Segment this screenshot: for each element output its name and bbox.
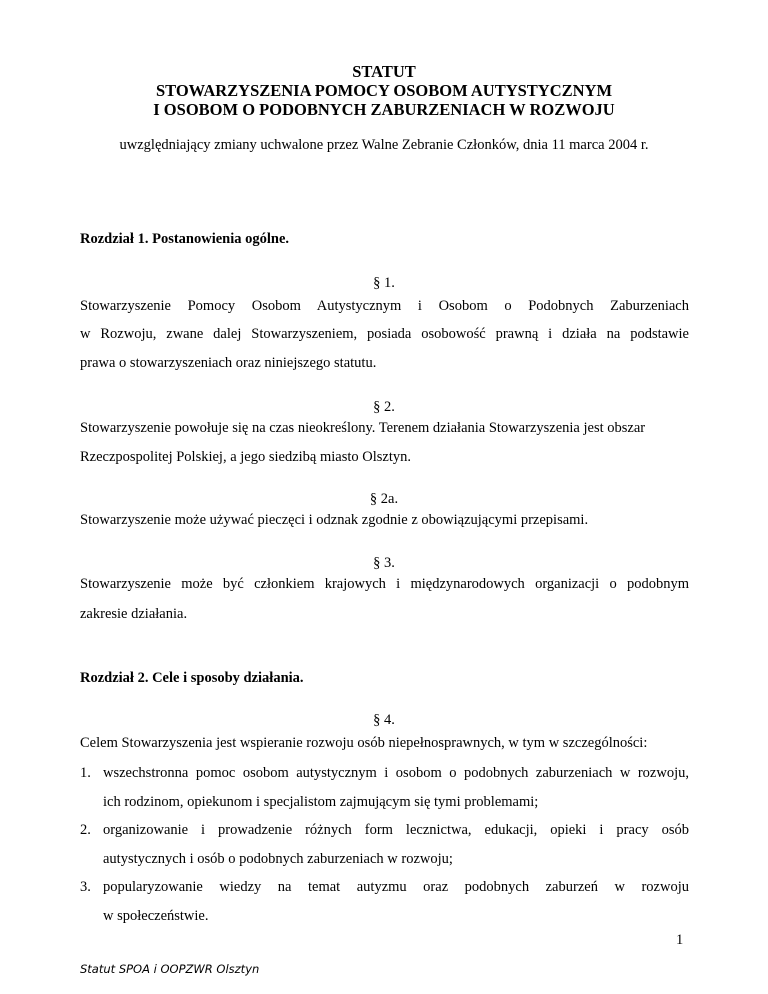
paragraph-4-intro: Celem Stowarzyszenia jest wspieranie rozwoju osób niepełnosprawnych, w tym w szczególności: <box>80 735 648 751</box>
page-number: 1 <box>676 932 684 948</box>
list-item <box>80 816 689 873</box>
list-item-number: 3. <box>80 879 91 895</box>
paragraph-mark-2a: § 2a. <box>369 491 399 507</box>
list-item-line-1: popularyzowanie wiedzy na temat autyzmu oraz podobnych zaburzeń w rozwoju <box>103 879 689 895</box>
footer-text: Statut SPOA i OOPZWR Olsztyn <box>80 962 260 976</box>
paragraph-mark-2: § 2. <box>373 399 395 415</box>
list-item-number: 1. <box>80 765 91 781</box>
paragraph-3-line-1: Stowarzyszenie może być członkiem krajowych i międzynarodowych organizacji o podobnym <box>80 576 689 592</box>
document-title-line-3: I OSOBOM O PODOBNYCH ZABURZENIACH W ROZWOJU <box>153 100 615 119</box>
list-item-line-2: w społeczeństwie. <box>103 907 209 924</box>
paragraph-3-line-2: zakresie działania. <box>80 606 188 622</box>
paragraph-2-line-2: Rzeczpospolitej Polskiej, a jego siedzibą miasto Olsztyn. <box>80 449 412 465</box>
chapter-2-title: Rozdział 2. Cele i sposoby działania. <box>80 670 304 686</box>
list-item-line-1: organizowanie i prowadzenie różnych form lecznictwa, edukacji, opieki i pracy osób <box>103 822 689 838</box>
paragraph-2a-line-1: Stowarzyszenie może używać pieczęci i odznak zgodnie z obowiązującymi przepisami. <box>80 512 589 528</box>
paragraph-1-line-3: prawa o stowarzyszeniach oraz niniejszego statutu. <box>80 355 377 371</box>
paragraph-2-line-1: Stowarzyszenie powołuje się na czas nieokreślony. Terenem działania Stowarzyszenia jest obszar <box>80 420 646 436</box>
list-item <box>80 873 689 930</box>
document-title-line-1: STATUT <box>352 62 416 81</box>
list-item-line-2: ich rodzinom, opiekunom i specjalistom zajmującym się tymi problemami; <box>103 793 539 810</box>
paragraph-mark-3: § 3. <box>373 555 395 571</box>
list-item-number: 2. <box>80 822 91 838</box>
document-subtitle: uwzględniający zmiany uchwalone przez Walne Zebranie Członków, dnia 11 marca 2004 r. <box>119 137 649 153</box>
chapter-1-title: Rozdział 1. Postanowienia ogólne. <box>80 231 290 247</box>
list-item-line-1: wszechstronna pomoc osobom autystycznym i osobom o podobnych zaburzeniach w rozwoju, <box>103 765 689 781</box>
paragraph-mark-4: § 4. <box>373 712 395 728</box>
paragraph-1-line-1: Stowarzyszenie Pomocy Osobom Autystycznym i Osobom o Podobnych Zaburzeniach <box>80 298 689 314</box>
list-item <box>80 759 689 816</box>
list-item-line-2: autystycznych i osób o podobnych zaburzeniach w rozwoju; <box>103 850 453 867</box>
document-title-line-2: STOWARZYSZENIA POMOCY OSOBOM AUTYSTYCZNYM <box>155 81 613 100</box>
paragraph-mark-1: § 1. <box>373 275 395 291</box>
paragraph-1-line-2: w Rozwoju, zwane dalej Stowarzyszeniem, posiada osobowość prawną i działa na podstawie <box>80 326 689 342</box>
